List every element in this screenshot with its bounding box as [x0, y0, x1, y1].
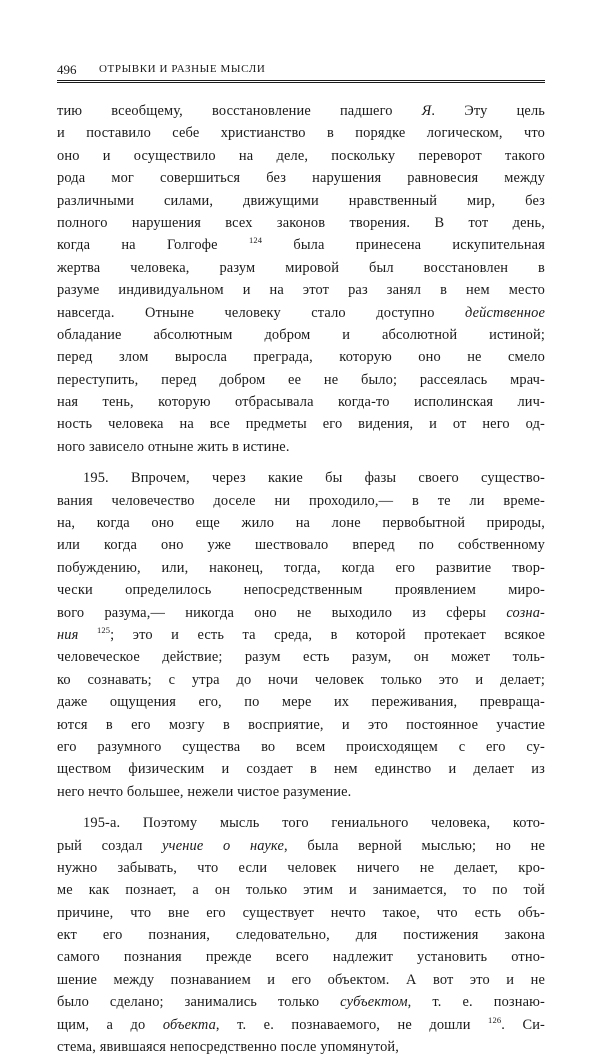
text-line: тию всеобщему, восстановление падшего Я. Эту цель	[57, 103, 546, 119]
text-line: чески определилось непосредственным проявлением миро-	[57, 582, 545, 599]
text-line: ются в его мозгу в восприятие, и это постоянное участие	[57, 716, 545, 733]
text-line: было сделано; занимались только субъектом, т. е. познаю-	[57, 994, 545, 1011]
emphasis: действенное	[465, 304, 545, 321]
text-line: жертва человека, разум мировой был восстановлен в	[57, 259, 545, 276]
paragraph-gap	[57, 803, 545, 812]
paragraph-195	[57, 467, 545, 803]
text-line: ме как познает, а он только этим и занимается, то по той	[57, 882, 545, 899]
text-line: вания человечество доселе ни проходило,— в те ли време-	[57, 492, 545, 509]
body-text	[57, 100, 545, 1058]
paragraph-195a	[57, 812, 545, 1058]
paragraph-gap	[57, 458, 545, 467]
text-line: переступить, перед добром ее не было; рассеялась мрач-	[57, 371, 545, 388]
text-line: обладание абсолютным добром и абсолютной истиной;	[57, 326, 545, 343]
text-line: него нечто большее, нежели чистое разумение.	[57, 783, 352, 800]
footnote-ref[interactable]: 124	[248, 235, 263, 246]
text-line: навсегда. Отныне человеку стало доступно действенное	[57, 304, 545, 321]
text-line: ния $^{125}$; это и есть та среда, в которой протекает всякое	[57, 624, 546, 643]
text-line: ного зависело отныне жить в истине.	[57, 438, 290, 455]
emphasis: учение о науке	[162, 837, 284, 854]
text-line: побуждению, или, наконец, тогда, когда его развитие твор-	[57, 559, 545, 576]
text-line: стема, явившаяся непосредственно после упомянутой,	[57, 1039, 400, 1056]
text-line: вого разума,— никогда оно не выходило из сферы созна-	[57, 604, 545, 621]
text-line: перед злом выросла преграда, которую оно не смело	[57, 349, 545, 366]
text-line: и поставило себе христианство в порядке логическом, что	[57, 125, 545, 142]
running-title: ОТРЫВКИ И РАЗНЫЕ МЫСЛИ	[99, 63, 266, 75]
text-line: ность человека на все предметы его видения, и от него од-	[57, 416, 545, 433]
text-line: 195-а. Поэтому мысль того гениального человека, кото-	[83, 815, 545, 832]
paragraph-1	[57, 100, 545, 458]
footnote-ref[interactable]: 125	[96, 624, 111, 635]
text-line: ществом физическим и создает в нем единство и делает из	[57, 761, 545, 778]
footnote-ref[interactable]: 126	[488, 1014, 502, 1025]
page-header	[57, 62, 545, 78]
text-line: на, когда оно еще жило на лоне первобытной природы,	[57, 515, 545, 532]
text-line: ект его познания, следовательно, для постижения закона	[57, 927, 545, 944]
text-line: ко сознавать; с утра до ночи человек только это и делает;	[57, 671, 545, 688]
text-line: человеческое действие; разум есть разум, он может толь-	[57, 649, 545, 666]
text-line: шение между познаванием и его объектом. А вот это и не	[57, 971, 545, 988]
emphasis: созна-	[506, 604, 545, 621]
text-line: разуме индивидуальном и на этот раз занял в нем место	[57, 282, 545, 299]
emphasis: объекта	[162, 1016, 216, 1033]
text-line: ная тень, которую отбрасывала когда-то исполинская лич-	[57, 394, 545, 411]
text-line: 195. Впрочем, через какие бы фазы своего существо-	[83, 470, 545, 487]
header-rule	[57, 80, 545, 83]
text-line: нужно забывать, что если человек ничего не делает, кро-	[57, 859, 545, 876]
text-line: причине, что вне его существует нечто такое, что есть объ-	[57, 904, 545, 921]
text-line: даже ощущения его, по мере их переживания, превраща-	[57, 694, 545, 711]
text-line: различными силами, движущими нравственный мир, без	[57, 192, 545, 209]
text-line: или когда оно уже шествовало вперед по собственному	[57, 537, 545, 554]
text-line: рый создал учение о науке, была верной мыслью; но не	[57, 837, 545, 854]
text-line: полного нарушения всех законов творения. В тот день,	[57, 214, 545, 231]
text-line: его разумного существа во всем происходящем с его су-	[57, 738, 545, 755]
emphasis: субъектом	[340, 994, 408, 1011]
text-line: оно и осуществило на деле, поскольку переворот такого	[57, 147, 545, 164]
emphasis: Я	[421, 103, 432, 119]
text-line: рода мог совершиться без нарушения равновесия между	[57, 170, 545, 187]
emphasis: ния	[57, 626, 79, 643]
text-line: когда на Голгофе $^{124}$ была принесена искупительная	[57, 235, 545, 254]
text-line: щим, а до объекта, т. е. познаваемого, не дошли $^{126}$. Си-	[57, 1014, 545, 1033]
text-line: самого познания прежде всего надлежит установить отно-	[57, 949, 545, 966]
page-number: 496	[57, 62, 77, 77]
